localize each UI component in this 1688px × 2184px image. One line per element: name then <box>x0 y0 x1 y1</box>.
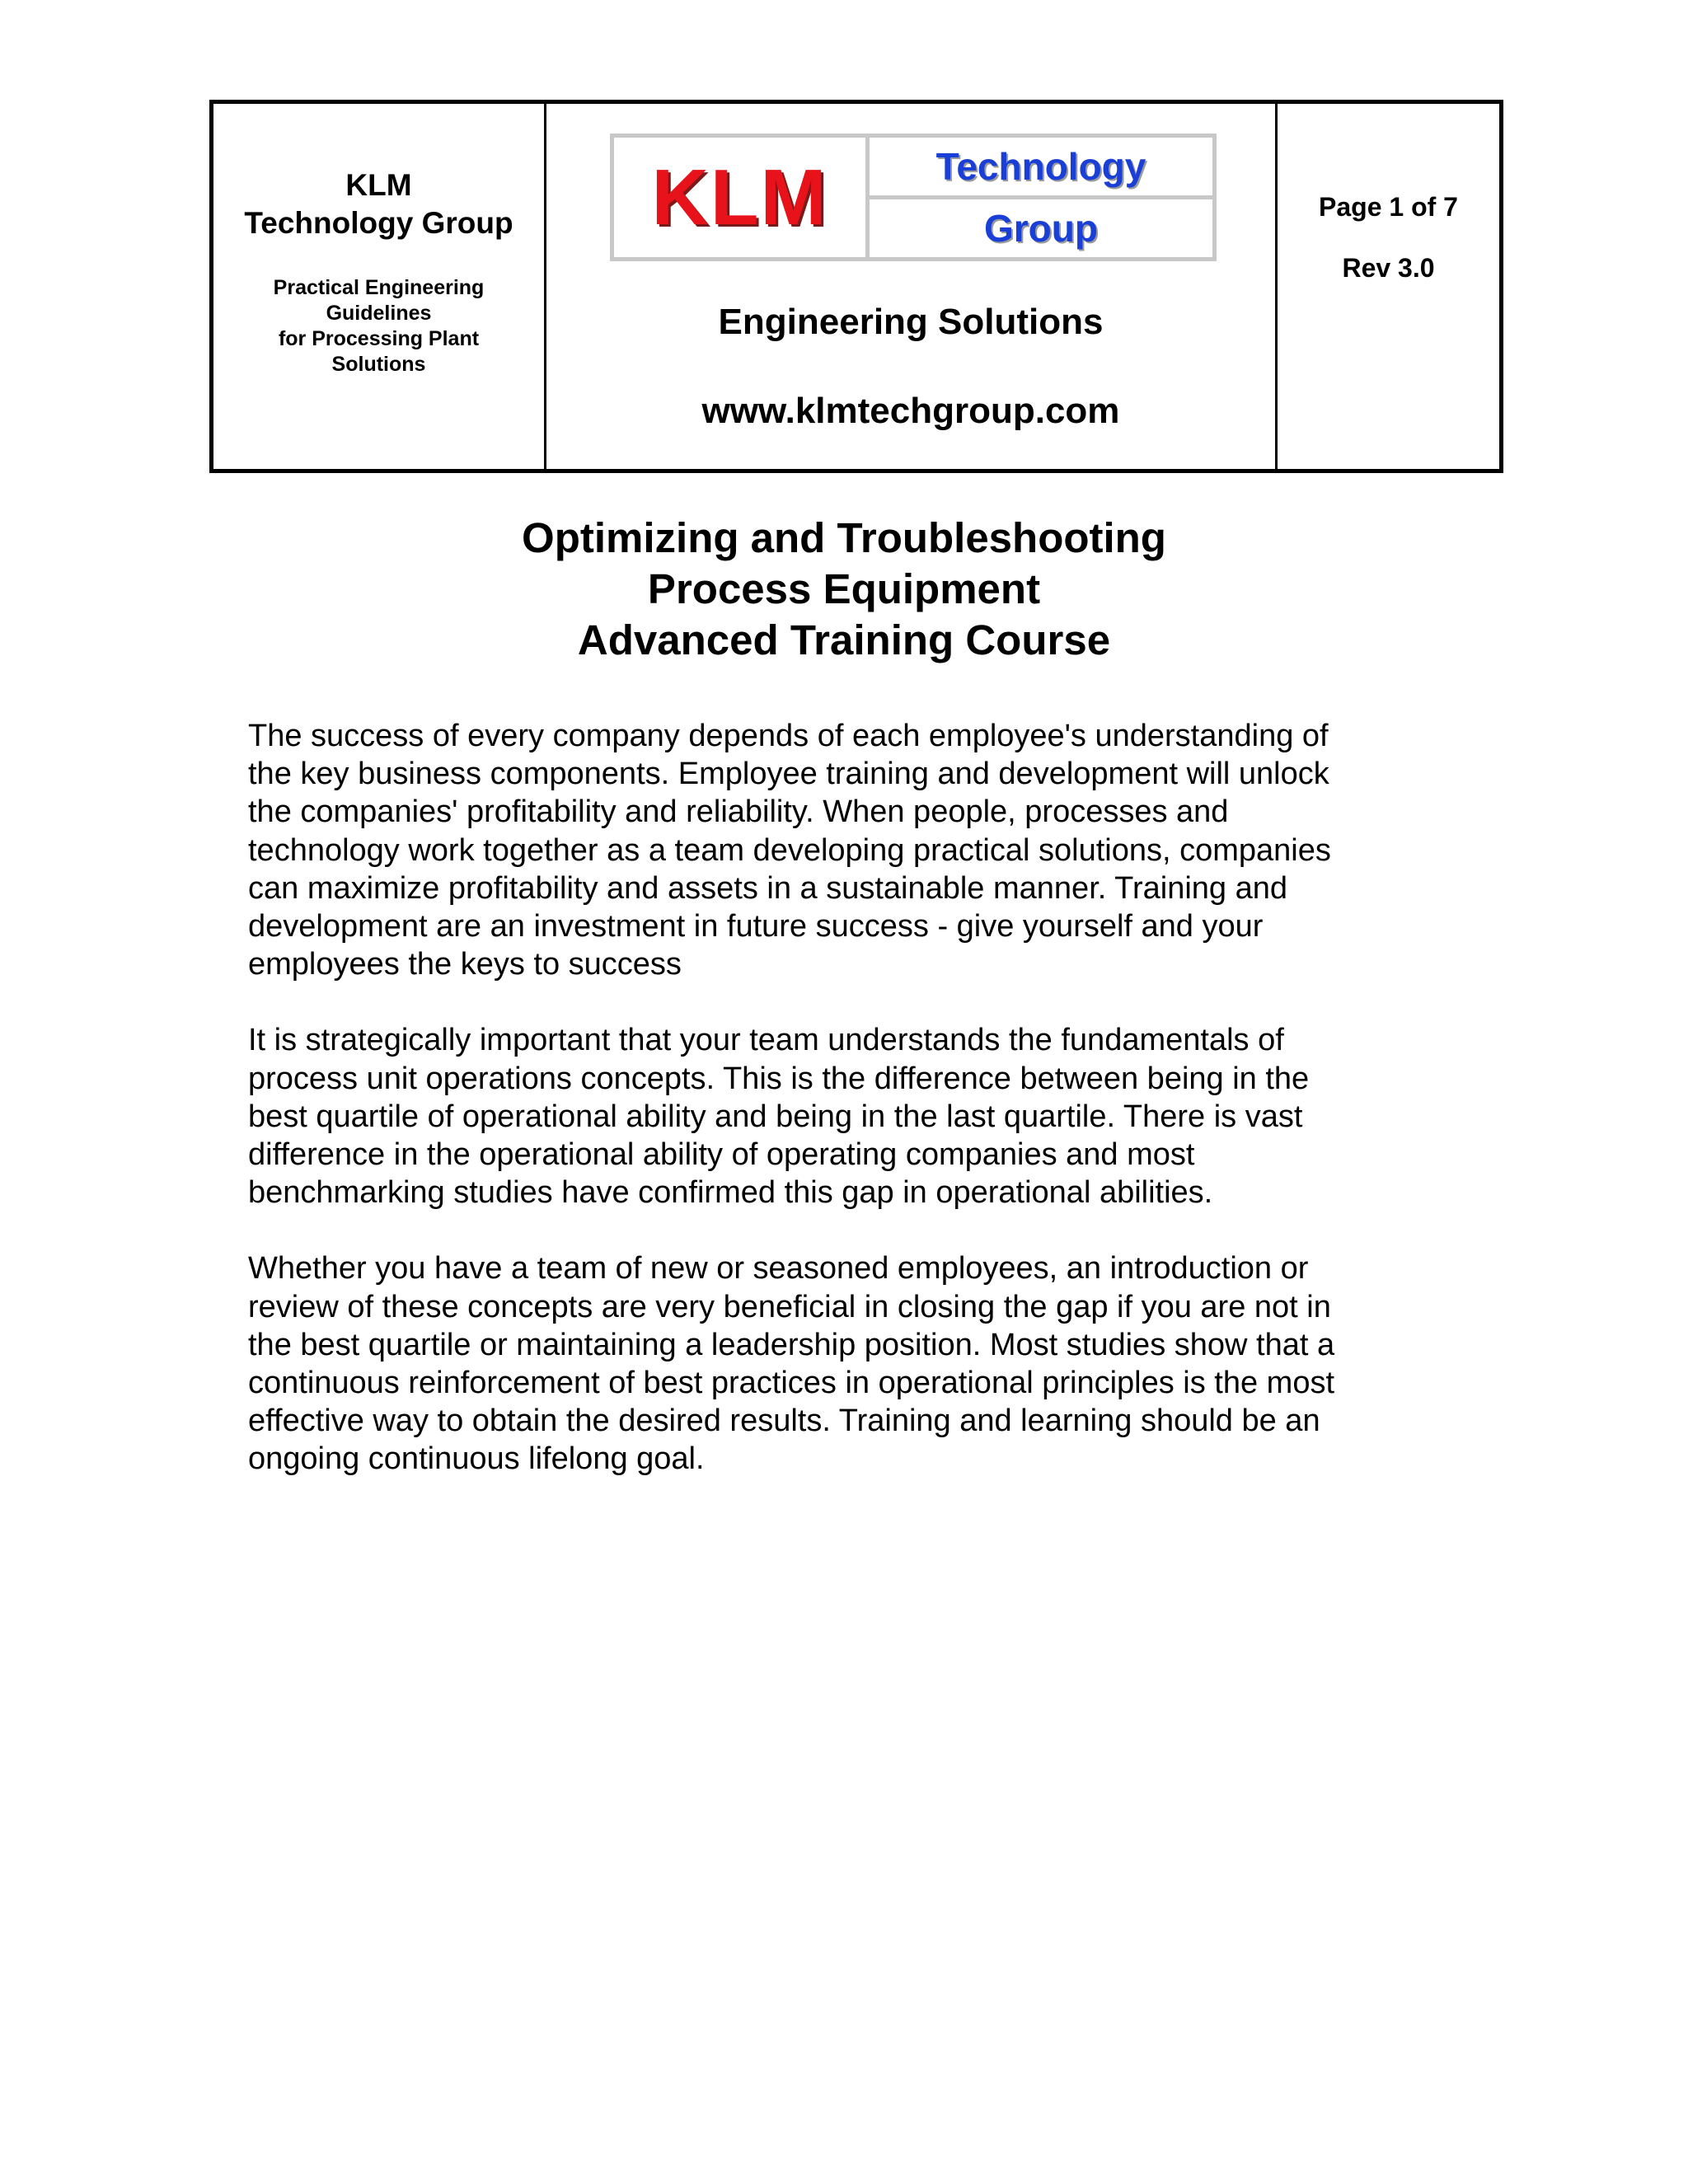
text-line: ongoing continuous lifelong goal. <box>248 1441 705 1477</box>
paragraph-1 <box>248 717 1451 983</box>
header-company-cell <box>213 104 546 469</box>
text-line: the best quartile or maintaining a leadership position. Most studies show that a <box>248 1327 1335 1362</box>
document-body <box>248 717 1451 1516</box>
website-link[interactable]: www.klmtechgroup.com <box>701 391 1120 431</box>
text-line: technology work together as a team developing practical solutions, companies <box>248 832 1331 868</box>
document-header <box>209 100 1503 473</box>
text-line: the companies' profitability and reliability. When people, processes and <box>248 794 1229 830</box>
logo-right-panel <box>870 138 1212 257</box>
text-line: development are an investment in future success - give yourself and your <box>248 909 1264 944</box>
title-line2: Process Equipment <box>647 565 1041 612</box>
text-line: can maximize profitability and assets in a sustainable manner. Training and <box>248 870 1288 906</box>
engineering-solutions-label: Engineering Solutions <box>718 302 1104 342</box>
logo-technology-text: Technology <box>870 138 1212 199</box>
tagline-line: Solutions <box>331 353 426 376</box>
logo-group-text: Group <box>984 207 1098 250</box>
header-logo-cell <box>546 104 1278 469</box>
text-line: difference in the operational ability of operating companies and most <box>248 1137 1195 1173</box>
text-line: best quartile of operational ability and being in the last quartile. There is vast <box>248 1099 1303 1134</box>
document-title <box>0 513 1688 666</box>
text-line: benchmarking studies have confirmed this gap in operational abilities. <box>248 1175 1213 1211</box>
logo-klm-text: KLM <box>614 138 870 257</box>
tagline-line: for Processing Plant <box>278 327 480 350</box>
company-tagline <box>213 275 544 377</box>
paragraph-2 <box>248 1021 1451 1212</box>
company-name <box>213 166 544 242</box>
tagline-line: Practical Engineering <box>273 276 485 299</box>
text-line: effective way to obtain the desired results. Training and learning should be an <box>248 1404 1320 1439</box>
title-line1: Optimizing and Troubleshooting <box>522 514 1166 561</box>
tagline-line: Guidelines <box>326 302 432 325</box>
page-number: Page 1 of 7 <box>1319 192 1458 222</box>
company-name-line2: Technology Group <box>244 206 513 240</box>
paragraph-3 <box>248 1249 1451 1478</box>
text-line: Whether you have a team of new or seasoned employees, an introduction or <box>248 1251 1309 1286</box>
klm-logo <box>610 134 1217 261</box>
header-page-cell <box>1278 104 1499 469</box>
company-name-line1: KLM <box>345 168 412 202</box>
title-line3: Advanced Training Course <box>577 616 1111 663</box>
text-line: employees the keys to success <box>248 947 682 982</box>
text-line: It is strategically important that your team understands the fundamentals of <box>248 1023 1284 1058</box>
text-line: continuous reinforcement of best practices in operational principles is the most <box>248 1366 1335 1401</box>
text-line: process unit operations concepts. This is the difference between being in the <box>248 1061 1310 1096</box>
text-line: the key business components. Employee training and development will unlock <box>248 757 1329 792</box>
text-line: review of these concepts are very beneficial in closing the gap if you are not in <box>248 1289 1331 1324</box>
revision-label: Rev 3.0 <box>1342 253 1435 283</box>
text-line: The success of every company depends of each employee's understanding of <box>248 719 1329 753</box>
